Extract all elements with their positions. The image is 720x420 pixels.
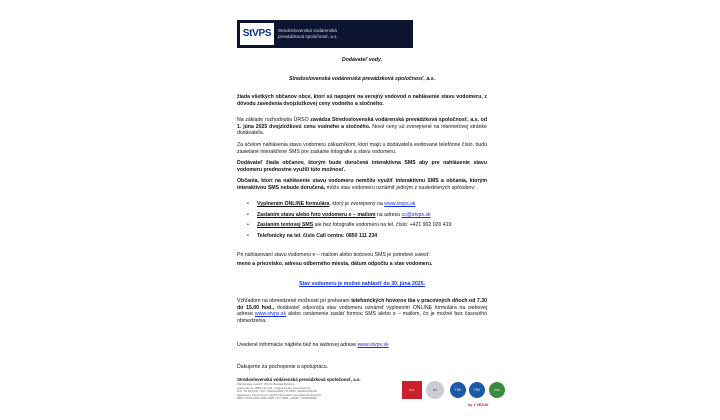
method-sms: [243, 222, 488, 229]
notice-line-1: Pri nahlasovaní stavu vodomeru e – mailom alebo textovou SMS je potrebné uviesť:: [237, 252, 431, 258]
footer-line-3: IČO: 36 644 030 | DIČ: 2022102236 | IČ DPH: SK2022102236: [237, 389, 317, 393]
method-online-form: [243, 201, 488, 208]
footer-line-4: Zapísaná v Obchodnom registri Okresného súdu Banská Bystrica: [237, 392, 321, 397]
methods-list: [243, 201, 488, 243]
legal-basis-a: Na základe rozhodnutia ÚRSO: [237, 117, 311, 123]
hours-paragraph: [237, 298, 487, 324]
alternatives-c: môžu stav vodomeru oznámiť jedným z nasledovných spôsobov:: [325, 184, 476, 191]
method-1-label: Vyplnením ONLINE formulára: [257, 201, 330, 207]
closing-line: Ďakujeme za pochopenie a spoluprácu.: [237, 364, 329, 370]
footer-company: Stredoslovenská vodárenská prevádzková spoločnosť, a.s.: [237, 377, 361, 382]
method-4-label: Telefonicky na tel. číslo Call centra: 0850 111 234: [257, 232, 378, 239]
info-text: Uvedené informácie nájdete tiež na webovej adrese: [237, 342, 358, 348]
footer-line-2: Call centrum: 0850 111 234 | cc@stvps.sk | www.stvps.sk: [237, 385, 311, 390]
legal-basis-b: zavádza Stredoslovenská vodárenská prevádzková spoločnosť, a.s. od 1. júna 2025 dvojzložkovú cenu vodného a stočného.: [237, 117, 488, 130]
alternatives-a: Občania,: [237, 178, 262, 184]
method-phone: [243, 233, 488, 240]
tuv-cert-logo-1: TÜV: [450, 382, 466, 398]
alternatives-b: ktorí na nahlásenie stavu vodomeru nemôžu využiť interaktívnu SMS a občania, ktorým interaktívnu SMS nebude doručená,: [237, 178, 487, 191]
method-2-link[interactable]: cc@stvps.sk: [401, 211, 431, 218]
hours-c: dodávateľ odporúča stav vodomeru oznámiť vyplnením ONLINE formulára na webovej adrese: [237, 304, 487, 318]
notice-line-2: meno a priezvisko, adresu odberného miesta, dátum odpočtu a stav vodomeru.: [237, 261, 433, 267]
legal-basis-c: Nové ceny sú zverejnené na internetovej stránke dodávateľa.: [237, 123, 487, 137]
footer-line-5: IBAN: SK35 0200 0000 0025 7727 2651 | SWIFT: SUBASKBX: [237, 396, 317, 400]
alternatives-paragraph: [237, 178, 487, 191]
logo-text: [278, 28, 338, 40]
method-2-text: na adresu: [375, 211, 402, 218]
footer-details: [237, 383, 387, 401]
hours-link[interactable]: www.stvps.sk: [254, 311, 287, 318]
bureau-veritas-logo: BV: [426, 381, 444, 399]
legal-basis-paragraph: [237, 117, 487, 137]
company-logo: [237, 20, 413, 48]
logo-line-1: Stredoslovenská vodárenská: [278, 28, 337, 33]
hours-b: telefonických hovorov iba v pracovných dňoch od 7.30 do 15.00 hod.,: [237, 298, 487, 311]
method-1-link[interactable]: www.stvps.sk: [384, 201, 416, 207]
request-paragraph: [237, 160, 487, 173]
method-1-text: , ktorý je zverejnený na: [329, 201, 385, 207]
method-2-label: Zaslaním stavu alebo foto vodomeru e – mailom: [257, 211, 376, 218]
hours-a: Vzhľadom na obmedzené možnosti pri prebaraní: [237, 298, 352, 304]
tuv-cert-logo-2: TÜV: [469, 382, 485, 398]
method-3-text: ale bez fotografie vodomeru na tel. číslo: +421 902 020 419: [313, 222, 452, 229]
logo-mark: StVPS: [240, 23, 274, 45]
logo-line-2: prevádzková spoločnosť, a.s.: [278, 34, 338, 39]
deadline-text: Stav vodomeru je možné nahlásiť do 30. júna 2025.: [299, 281, 425, 287]
intro-paragraph: žiada všetkých občanov obce, ktorí sú napojení na verejný vodovod o nahlásenie stavu vodomeru, z dôvodu zavedenia dvojzložkovej ceny vodného a stočného.: [237, 94, 487, 107]
request-a: Dodávateľ žiada občanov,: [237, 160, 309, 166]
ids-cert-logo: IDS: [489, 382, 505, 398]
vezuk-logo: by ● VEZUK: [468, 403, 489, 407]
addressee-line-1: Dodávateľ vody,: [341, 57, 383, 63]
addressee-line-2: Stredoslovenská vodárenská prevádzková spoločnosť, a.s.: [288, 76, 436, 82]
footer-line-1: Partizánska cesta 5, 974 01 Banská Bystrica: [237, 382, 295, 386]
iso-cert-logo: ISO: [402, 381, 422, 399]
hours-d: alebo oznámenie zaslať formou SMS alebo e – mailom, čo je možné bez časového obmedzenia.: [237, 311, 488, 324]
method-email: [243, 212, 488, 219]
method-3-label: Zaslaním textovej SMS: [257, 222, 314, 229]
info-link[interactable]: www.stvps.sk: [357, 342, 389, 348]
sms-paragraph: Za účelom nahlásenia stavu vodomeru zákazníkom, ktorí majú u dodávateľa evidované telefónne číslo, budú zasielané interaktívne SMS pre zaslanie fotografie a stavu vodomeru.: [237, 142, 487, 155]
request-b: ktorým bude doručená interaktívna SMS aby pre nahlásenie stavu vodomeru prednostne využili túto možnosť.: [237, 160, 487, 173]
info-line: [237, 342, 487, 349]
